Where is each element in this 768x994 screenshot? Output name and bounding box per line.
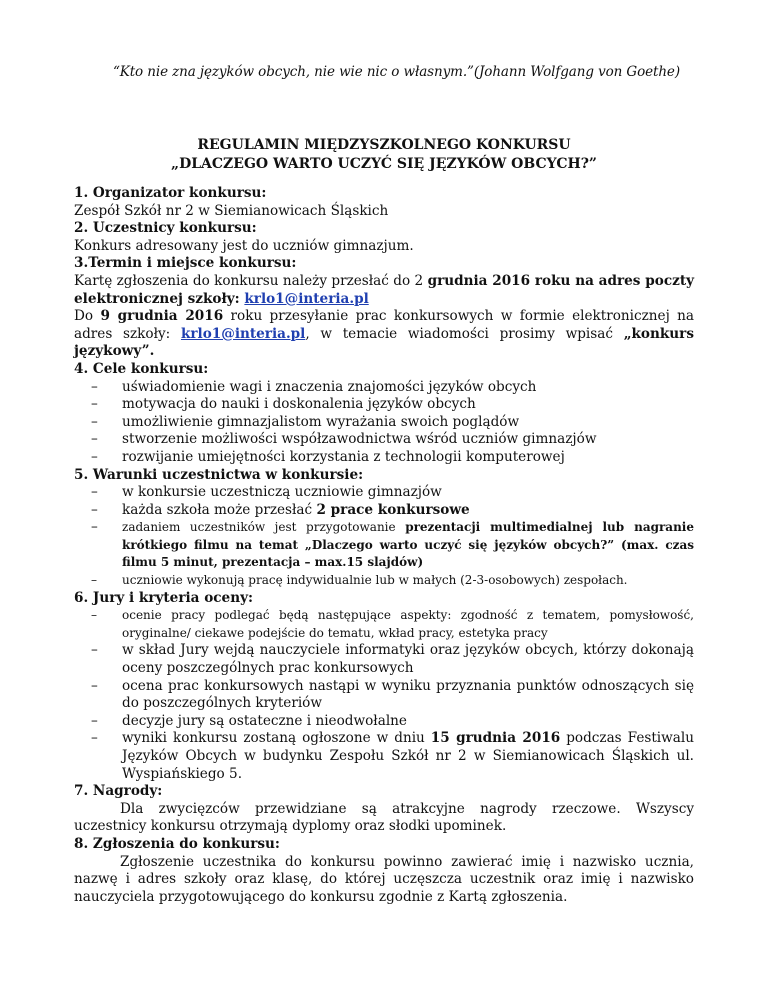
text-span: Kartę zgłoszenia do konkursu należy przesłać do 2 — [74, 272, 428, 289]
list-item: – uświadomienie wagi i znaczenia znajomości języków obcych — [122, 379, 694, 397]
jury-list — [74, 607, 694, 783]
list-item: – w skład Jury wejdą nauczyciele informatyki oraz języków obcych, którzy dokonają oceny poszczególnych prac konkursowych — [122, 642, 694, 677]
title-line-1: REGULAMIN MIĘDZYSZKOLNEGO KONKURSU — [197, 137, 571, 153]
section-4-heading: 4. Cele konkursu: — [74, 360, 209, 377]
deadline-date: 9 grudnia 2016 — [100, 308, 224, 325]
email-link-2[interactable]: krlo1@interia.pl — [180, 325, 306, 342]
section-2-heading: 2. Uczestnicy konkursu: — [74, 220, 257, 237]
title-line-2: „DLACZEGO WARTO UCZYĆ SIĘ JĘZYKÓW OBCYCH?” — [171, 156, 597, 172]
list-item — [122, 730, 694, 783]
section-8-heading: 8. Zgłoszenia do konkursu: — [74, 835, 280, 852]
list-item: – motywacja do nauki i doskonalenia języków obcych — [122, 396, 694, 414]
goals-list — [74, 379, 694, 467]
results-date: 15 grudnia 2016 — [430, 730, 561, 747]
list-item: – stworzenie możliwości współzawodnictwa wśród uczniów gimnazjów — [122, 431, 694, 449]
list-item: – ocenie pracy podlegać będą następujące aspekty: zgodność z tematem, pomysłowość, oryginalne/ ciekawe podejście do tematu, wkład pracy, estetyka pracy — [122, 607, 694, 642]
text-span: zadaniem uczestników jest przygotowanie — [122, 520, 406, 535]
section-3-heading: 3.Termin i miejsce konkursu: — [74, 255, 297, 272]
goethe-quote: “Kto nie zna języków obcych, nie wie nic o własnym.”(Johann Wolfgang von Goethe) — [112, 64, 680, 80]
list-item: – uczniowie wykonują pracę indywidualnie lub w małych (2-3-osobowych) zespołach. — [122, 572, 694, 590]
list-item: – w konkursie uczestniczą uczniowie gimnazjów — [122, 484, 694, 502]
list-item: – decyzje jury są ostateczne i nieodwołalne — [122, 713, 694, 731]
regulations-body — [74, 185, 694, 906]
text-span: , w temacie wiadomości prosimy wpisać — [305, 325, 624, 342]
section-5-heading: 5. Warunki uczestnictwa w konkursie: — [74, 466, 364, 483]
text-span: wyniki konkursu zostaną ogłoszone w dniu — [122, 730, 431, 747]
list-item — [122, 502, 694, 520]
bold-span: 2 prace konkursowe — [316, 501, 470, 518]
section-6-heading: 6. Jury i kryteria oceny: — [74, 589, 253, 606]
text-span: podczas Festiwalu Języków Obcych w budynku Zespołu Szkół nr 2 w Siemianowicach Śląskich ul. Wyspiańskiego 5. — [122, 730, 694, 782]
section-8-text: Zgłoszenie uczestnika do konkursu powinno zawierać imię i nazwisko ucznia, nazwę i adres szkoły oraz klasę, do której uczęszcza uczestnik oraz imię i nazwisko nauczyciela przygotowującego do konkursu zgodnie z Kartą zgłoszenia. — [74, 853, 694, 905]
list-item: – rozwijanie umiejętności korzystania z technologii komputerowej — [122, 449, 694, 467]
bold-span: prezentacji multimedialnej lub nagranie krótkiego filmu na temat „Dlaczego warto uczyć się języków obcych?” (max. czas filmu 5 minut, prezentacja – max.15 slajdów) — [122, 520, 694, 570]
section-1-heading: 1. Organizator konkursu: — [74, 185, 267, 201]
section-7-heading: 7. Nagrody: — [74, 783, 163, 800]
text-span: roku przesyłanie prac konkursowych w formie elektronicznej na adres szkoły: — [74, 308, 694, 342]
section-7-text: Dla zwycięzców przewidziane są atrakcyjne nagrody rzeczowe. Wszyscy uczestnicy konkursu otrzymają dyplomy oraz słodki upominek. — [74, 800, 694, 835]
list-item: – ocena prac konkursowych nastąpi w wyniku przyznania punktów odnoszących się do poszczególnych kryteriów — [122, 678, 694, 713]
email-link[interactable]: krlo1@interia.pl — [244, 290, 369, 307]
conditions-list — [74, 484, 694, 590]
section-2-text: Konkurs adresowany jest do uczniów gimnazjum. — [74, 237, 414, 254]
text-span: Do — [74, 308, 101, 325]
text-span: każda szkoła może przesłać — [122, 501, 317, 518]
list-item — [122, 519, 694, 572]
section-3-paragraph-1 — [74, 273, 694, 308]
document-title — [0, 136, 768, 174]
list-item: – umożliwienie gimnazjalistom wyrażania swoich poglądów — [122, 414, 694, 432]
bold-span: grudnia 2016 roku na adres poczty elektronicznej szkoły: — [74, 272, 694, 307]
subject-line: „konkurs językowy”. — [74, 325, 694, 360]
section-3-paragraph-2 — [74, 308, 694, 361]
section-1-text: Zespół Szkół nr 2 w Siemianowicach Śląskich — [74, 202, 389, 219]
